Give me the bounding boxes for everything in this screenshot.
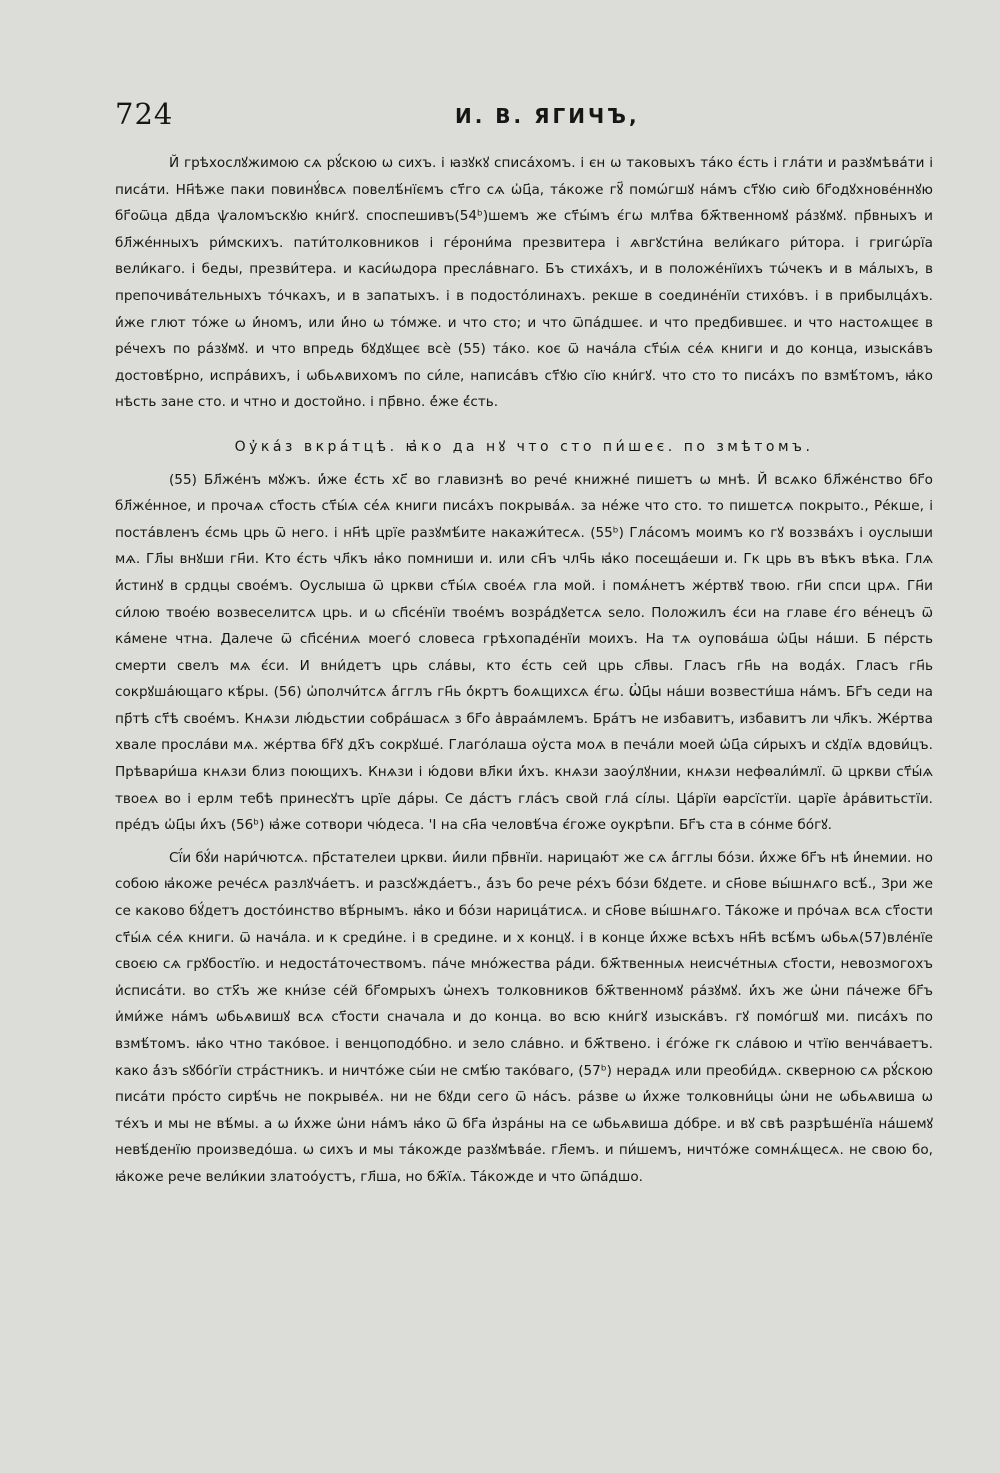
section-heading: Оу҆ка́з вкра́тцѣ. ꙗ҆ко да нꙋ что сто пи́шеє. по змѣтомъ. xyxy=(234,438,814,455)
paragraph: Сї́и бꙋ́и нари́чютсѧ. пр҃стателеи цркви. и҆́или пр҃внїи. нарицаю́т же сѧ а҆́гглы бо́зи. и҆́хже бг҃ъ нѣ и҆́немии. но собою ꙗ҆коже рече́сѧ разлꙋча́етъ. и разсꙋжда́етъ., а҆́зъ бо рече ре́хъ бо́зи бꙋдете. и сн҃ове вы́шнѧго всѣ́., Зри же се каково бꙋ́детъ досто́инство вѣ́рнымъ. ꙗ҆ко и бо́зи нарица́тисѧ. и сн҃ове вы́шнѧго. Та́коже и про́чаѧ всѧ ст҃ости ст҃ы́ѧ се́ѧ книги. ѿ нача́ла. и к среди́не. і в средине. и х концꙋ. і в конце и҆́хже всѣхъ нн҃ѣ всѣ́мъ ѡбьѧ(57)вле́нїе своєю сѧ грꙋбостїю. и недоста́точествомъ. па́че мно́жества ра́ди. бж҃твенныѧ неисче́тныѧ ст҃ости, невозмогохъ и҆списа́ти. во стх҃ъ же кни́зе се́й бг҃омрыхъ ѡ҆нехъ толковников бж҃твенномꙋ ра́зꙋмꙋ. и҆́хъ же ѡ҆ни па́чеже бг҃ъ и҆ми́же на́мъ ѡбьѧвишꙋ всѧ ст҃ости сначала и до конца. во всю кни́гꙋ изыска́въ. гꙋ помо́гшꙋ ми. писа́хъ по взмѣ́томъ. ꙗ҆ко чтно тако́вое. і венцоподо́бно. и зело сла́вно. и бж҃твено. і є́го́же гк сла́вою и чтїю венча́ваетъ. како а҆́зъ ѕꙋбо́гїи стра́стникъ. и ничто́же сы́и не смѣ́ю тако́ваго, (57ᵇ) нерадѧ или преоби́дѧ. скверною сѧ рꙋ́скою писа́ти про́сто сирѣ́чь не покрыве́ѧ. ни не бꙋди сего ѿ на́съ. ра́зве ѡ и҆́хже толковни́цы ѡ҆ни не ѡбьѧвиша ѡ те́хъ и мы не вѣ́мы. а ѡ и҆́хже ѡ҆ни на́мъ ꙗ҆ко ѿ бг҃а и҆зра́ны на се ѡбьѧвиша до́бре. и вꙋ свѣ разрѣше́нїа на́шемꙋ невѣ́денїю произведо́ша. ѡ сихъ и мы та́кожде разꙋмѣва́е. гл҃емъ. и пи́шемъ, ничто́же сомнѧ́щесѧ. не свою бо, ꙗ҆коже рече вели́кии златоо́устъ, гл҃ша, но бж҃їѧ. Та́кожде и что ѿпа́дшо. xyxy=(115,849,933,1185)
paragraph: Й грѣхослꙋжимою сѧ рꙋ́скою ѡ сихъ. і ꙗзꙋкꙋ списа́хомъ. і єн ѡ таковыхъ та́ко є́сть і гла́ти и разꙋмѣва́ти і писа́ти. Нн҃ѣже паки повинꙋ́всѧ повелѣ́нїємъ ст҃го сѧ ѡ҆ц҃а, та́коже гꙋ҃ помѡ́гшꙋ на́мъ ст҃ꙋю сию̀ бг҃одꙋхнове́ннꙋю бг҃оѿца дв҃да ѱаломъскꙋю кни́гꙋ. споспешивъ(54ᵇ)шемъ же ст҃ы́мъ є́гѡ млт҃ва бж҃твенномꙋ ра́зꙋмꙋ. пр҃вныхъ и бл҃же́нныхъ ри́мскихъ. пати́толковников і ге́рони́ма презвитера і ѧвгꙋсти́на вели́каго ри́тора. і григѡ́рїа вели́каго. і беды, презви́тера. и каси́ѡдора пресла́внаго. Бъ стиха́хъ, и в положе́нїихъ тѡ́чекъ и в ма́лыхъ, в препочива́тельныхъ то́чкахъ, и в запатыхъ. і в подосто́линахъ. рекше в соедине́нїи стихо́въ. і в прибылца́хъ. и҆́же глют то́же ѡ и҆́номъ, или и҆́но ѡ то́мже. и что сто; и что ѿпа́дшеє. и что предбившеє. и что настоѧщеє в ре́чехъ по ра́зꙋмꙋ. и что впредь бꙋдꙋщеє всѐ (55) та́ко. коє ѿ нача́ла ст҃ы́ѧ се́ѧ книги и до конца, изыска́въ достовѣ́рно, испра́вихъ, і ѡбьѧвихомъ по си́ле, написа́въ ст҃ꙋю сїю кни́гꙋ. что сто то писа́хъ по взмѣ́томъ, ꙗ҆ко нѣсть зане сто. и чтно и достойно. і пр҃вно. е҆́же є҆́сть. xyxy=(115,155,933,411)
body-text xyxy=(115,150,933,1191)
page-number: 724 xyxy=(115,97,174,131)
running-title: И. В. ЯГИЧЪ, xyxy=(455,104,640,128)
paragraph: (55) Бл҃же́нъ мꙋжъ. и҆́же є҆́сть хс҃ во главизнѣ во рече́ книжне́ пишетъ ѡ мнѣ. Й всѧко бл҃же́нство бг҃о бл҃же́нное, и прочаѧ ст҃ость ст҃ы́ѧ се́ѧ книги писа́хъ покрыва́ѧ. за не́же что сто. то пишетсѧ покрыто., Ре́кше, і поста́вленъ є́смь црь ѿ него. і нн҃ѣ црїе разꙋмѣ́ите накажи́тесѧ. (55ᵇ) Гла́сомъ моимъ ко гꙋ воззва́хъ і оуслыши мѧ. Гл҃ы внꙋши гн҃и. Кто є́сть чл҃къ ꙗ҆ко помниши и. или сн҃ъ члч҃ь ꙗ҆ко посеща́еши и. Гк црь въ вѣкъ вѣка. Глѧ и҆́стинꙋ в срдцы свое́мъ. Оуслыша ѿ цркви ст҃ы́ѧ свое́ѧ гла мой. і помѧ́нетъ же́ртвꙋ твою. гн҃и спси црѧ. Гн҃и си́лою твое́ю возвеселитсѧ црь. и ѡ сп҃се́нїи твое́мъ возра́дꙋетсѧ ѕело. Положилъ є́си на главе є́го ве́нецъ ѿ ка́мене чтна. Далече ѿ сп҃се́ниѧ моего́ словеса грѣхопаде́нїи моихъ. На тѧ оупова́ша ѡ҆ц҃ы на́ши. Б пе́рсть смерти свелъ мѧ є́си. И вни́детъ црь сла́вы, кто є́сть сей црь сл҃вы. Гласъ гн҃ь на вода́х. Гласъ гн҃ь сокрꙋша́ющаго кѣ́ры. (56) ѡ҆полчи́тсѧ а҆́гглъ гн҃ь о҆́кртъ боѧщихсѧ є́гѡ. Ѡ҆ц҃ы на́ши возвести́ша на́мъ. Бг҃ъ седи на пр҃тѣ ст҃ѣ свое́мъ. Кнѧзи лю́дьстии собра́шасѧ з бг҃о а҆враа́млемъ. Бра́тъ не избавитъ, избавитъ ли чл҃къ. Же́ртва хвале просла́ви мѧ. же́ртва бг҃ꙋ дх҃ъ сокрꙋше́. Глаго́лаша оу҆ста моѧ в печа́ли моей ѡ҆ц҃а си́рыхъ и сꙋдїѧ вдови́цъ. Прѣвари́ша кнѧзи близ поющихъ. Кнѧзи і ю́дови вл҃ки и҆́хъ. кнѧзи заоу́лꙋнии, кнѧзи нефѳали́млї. ѿ цркви ст҃ы́ѧ твоеѧ во і ерлм тебѣ принесꙋтъ црїе да́ры. Се да́стъ гла́съ свой гла́ сі́лы. Ца́рїи ѳарсїстїи. царїе а҆ра́витьстїи. пре́дъ ѡ҆ц҃ы и҆́хъ (56ᵇ) ꙗ҆же сотвори чю́деса. 'І на сн҃а человѣ́ча є́гоже оукрѣпи. Бг҃ъ ста в со́нме бо́гꙋ. xyxy=(115,471,933,834)
page-header xyxy=(115,97,930,137)
